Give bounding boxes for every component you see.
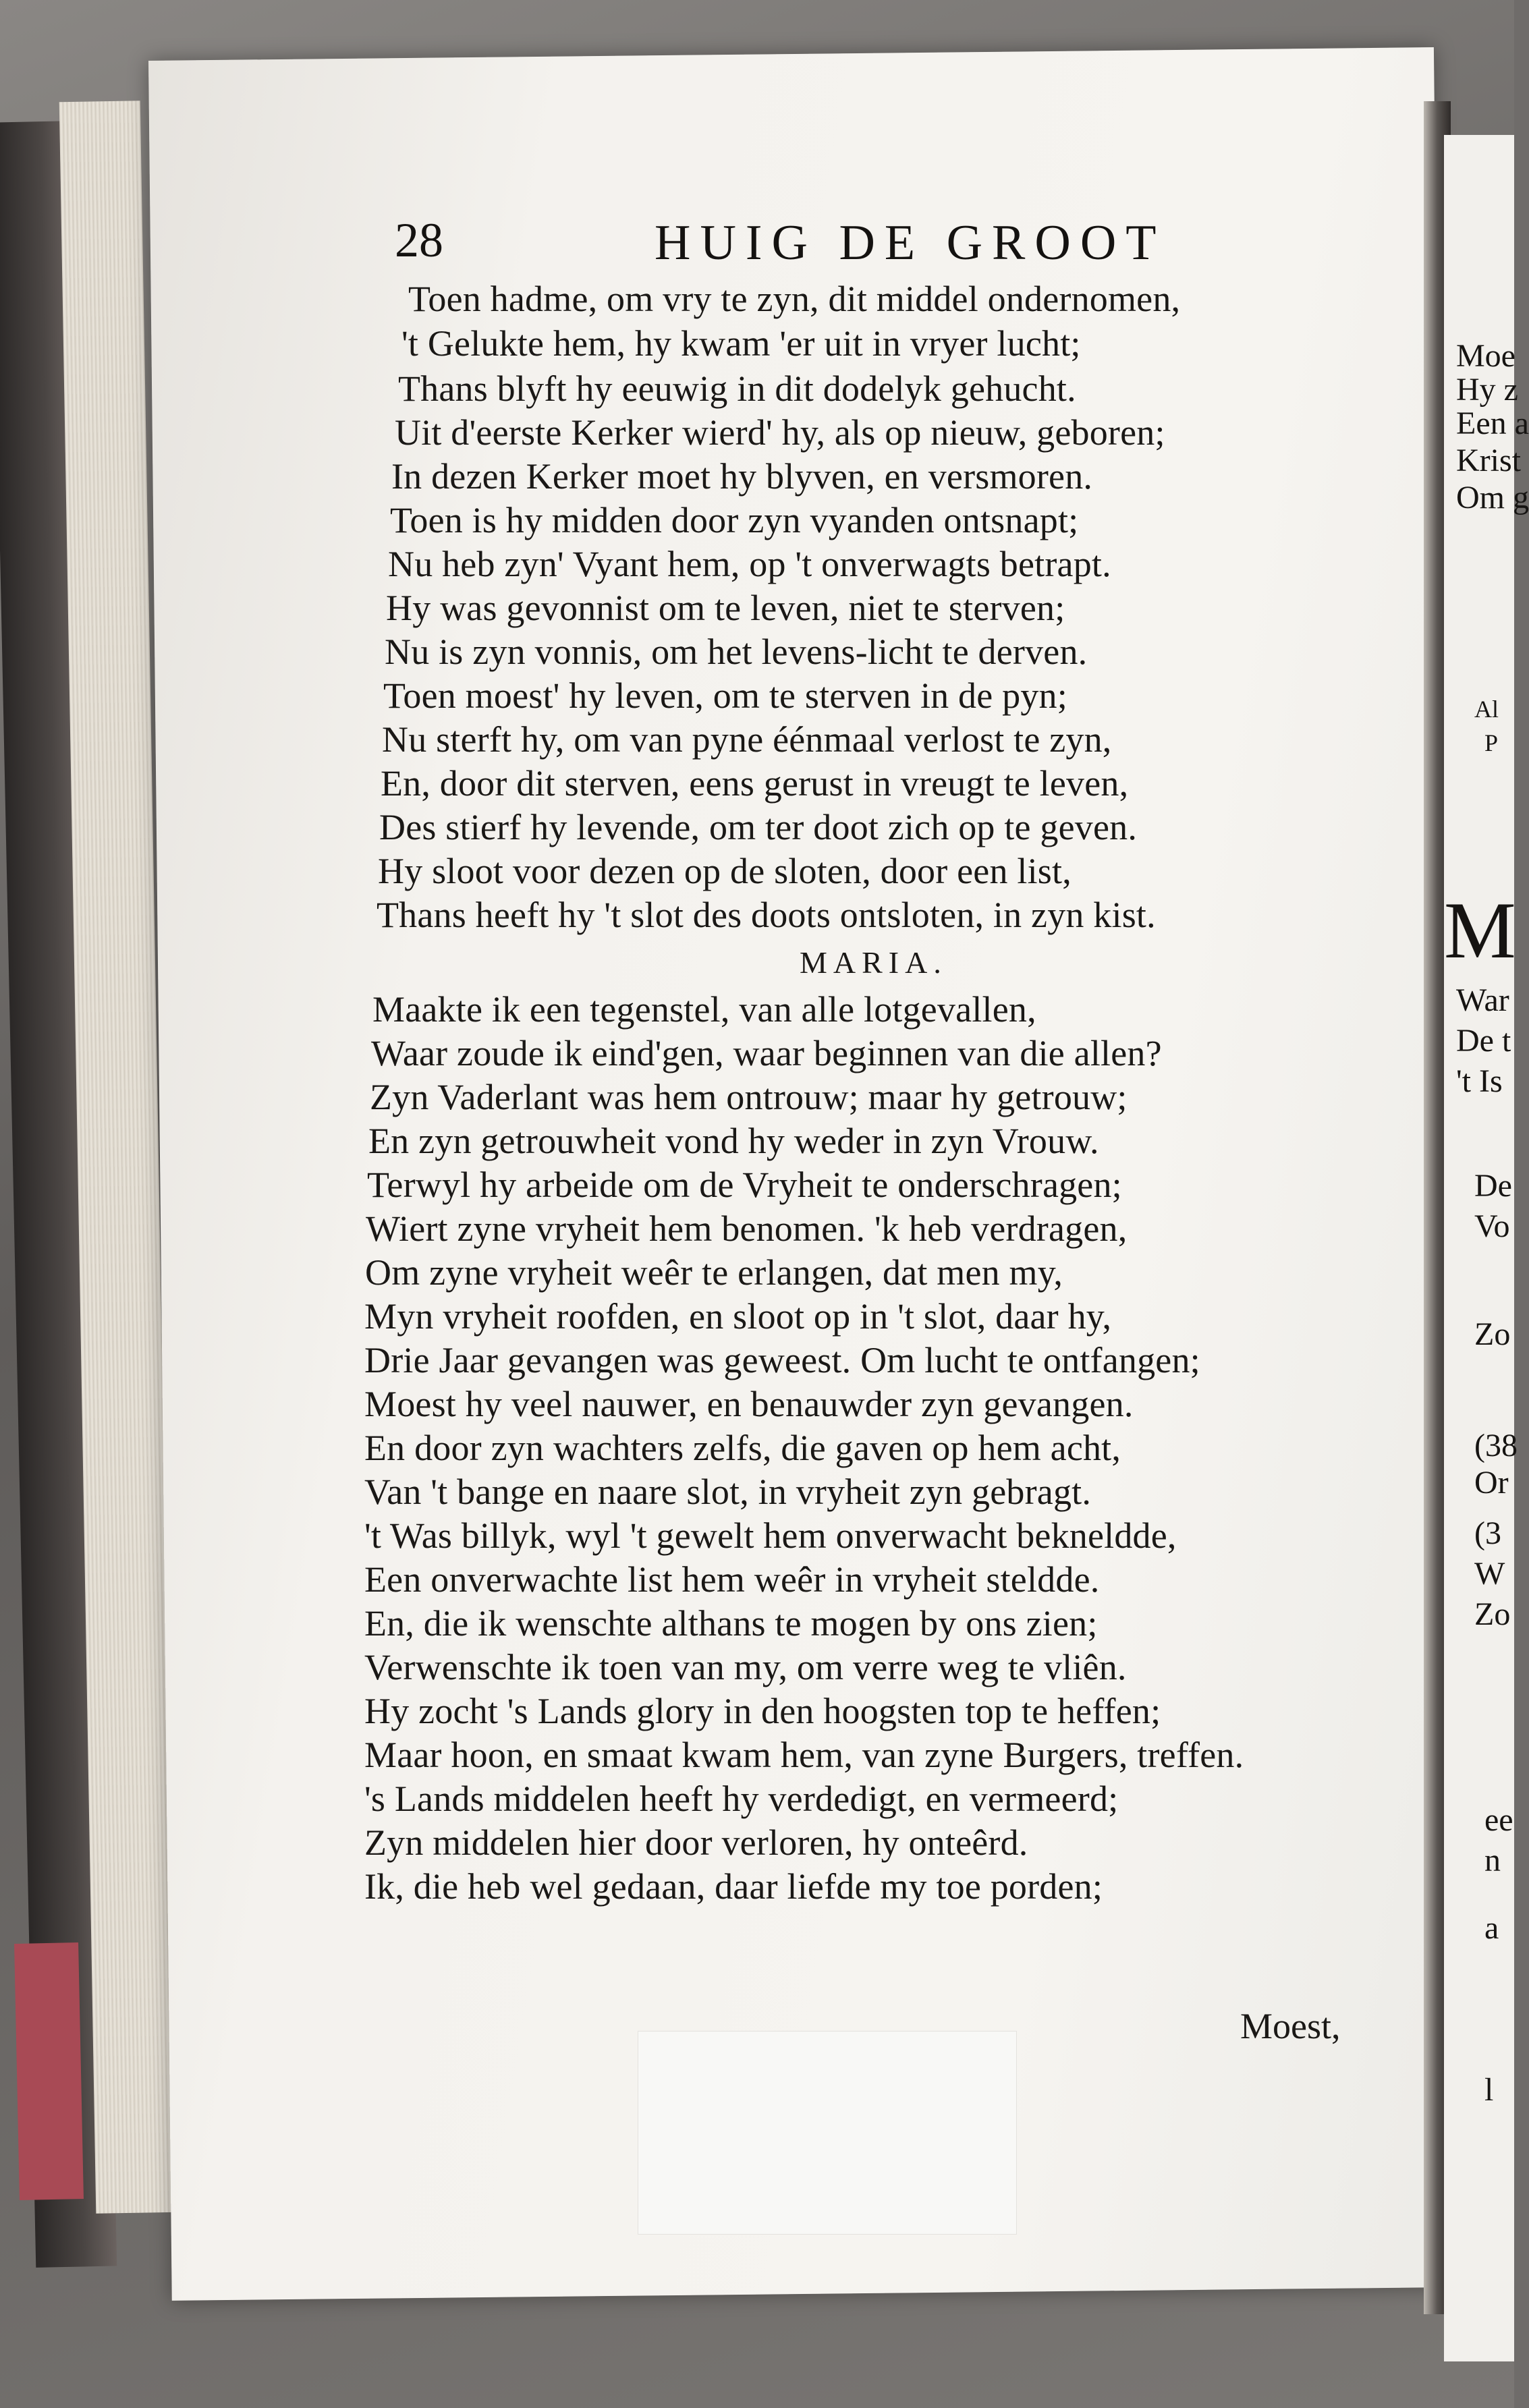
- verse-line: Myn vryheit roofden, en sloot op in 't slot, daar hy,: [364, 1296, 1112, 1337]
- facing-fragment: De: [1474, 1168, 1512, 1204]
- facing-fragment: P: [1484, 729, 1499, 756]
- verse-line: Wiert zyne vryheit hem benomen. 'k heb verdragen,: [366, 1208, 1128, 1249]
- verse-line: Des stierf hy levende, om ter doot zich op te geven.: [379, 807, 1138, 847]
- blank-label: [638, 2031, 1017, 2235]
- verse-line: Thans heeft hy 't slot des doots ontsloten, in zyn kist.: [377, 895, 1156, 935]
- facing-fragment: War: [1456, 982, 1509, 1018]
- verse-line: Verwenschte ik toen van my, om verre weg te vliên.: [364, 1647, 1127, 1687]
- verse-line: Een onverwachte list hem weêr in vryheit steldde.: [364, 1559, 1100, 1600]
- verse-line: En, die ik wenschte althans te mogen by ons zien;: [364, 1603, 1098, 1644]
- facing-fragment: Een a: [1456, 405, 1529, 441]
- verse-line: Hy was gevonnist om te leven, niet te sterven;: [386, 588, 1065, 628]
- facing-fragment: Om g: [1456, 480, 1529, 515]
- catchword: Moest,: [1240, 2006, 1341, 2046]
- verse-line: En zyn getrouwheit vond hy weder in zyn Vrouw.: [368, 1121, 1099, 1161]
- facing-fragment: Hy z: [1456, 372, 1518, 408]
- facing-fragment: Zo: [1474, 1596, 1511, 1632]
- facing-fragment: n: [1484, 1843, 1501, 1878]
- verse-line: Zyn middelen hier door verloren, hy onteêrd.: [364, 1822, 1028, 1863]
- facing-fragment: Or: [1474, 1465, 1509, 1501]
- verse-line: 't Gelukte hem, hy kwam 'er uit in vryer lucht;: [401, 323, 1081, 364]
- verse-line: Nu sterft hy, om van pyne éénmaal verlost te zyn,: [382, 719, 1112, 760]
- page-number: 28: [395, 213, 443, 267]
- verse-line: Moest hy veel nauwer, en benauwder zyn gevangen.: [364, 1384, 1134, 1424]
- verse-line: Drie Jaar gevangen was geweest. Om lucht te ontfangen;: [364, 1340, 1200, 1380]
- verse-line: Terwyl hy arbeide om de Vryheit te onderschragen;: [367, 1165, 1122, 1205]
- verse-line: Hy sloot voor dezen op de sloten, door een list,: [378, 851, 1072, 891]
- facing-fragment: Moe: [1456, 338, 1516, 374]
- facing-fragment: W: [1474, 1556, 1505, 1592]
- facing-fragment: Zo: [1474, 1316, 1511, 1352]
- verse-line: Uit d'eerste Kerker wierd' hy, als op nieuw, geboren;: [395, 412, 1165, 453]
- verse-line: Waar zoude ik eind'gen, waar beginnen van die allen?: [371, 1033, 1162, 1073]
- verse-line: En, door dit sterven, eens gerust in vreugt te leven,: [381, 763, 1129, 804]
- verse-line: Om zyne vryheit weêr te erlangen, dat men my,: [365, 1252, 1063, 1293]
- facing-fragment: ee: [1484, 1802, 1513, 1838]
- verse-line: Hy zocht 's Lands glory in den hoogsten top te heffen;: [364, 1691, 1161, 1731]
- verse-line: Maakte ik een tegenstel, van alle lotgevallen,: [372, 989, 1036, 1030]
- facing-fragment: De t: [1456, 1023, 1511, 1059]
- verse-line: Thans blyft hy eeuwig in dit dodelyk gehucht.: [398, 368, 1076, 409]
- verse-line: Toen hadme, om vry te zyn, dit middel ondernomen,: [408, 279, 1181, 319]
- verse-line: Van 't bange en naare slot, in vryheit zyn gebragt.: [364, 1472, 1092, 1512]
- verse-line: Toen is hy midden door zyn vyanden ontsnapt;: [390, 500, 1079, 540]
- verse-line: Toen moest' hy leven, om te sterven in de pyn;: [383, 675, 1067, 716]
- facing-fragment: a: [1484, 1910, 1499, 1946]
- verse-line: Zyn Vaderlant was hem ontrouw; maar hy getrouw;: [370, 1077, 1128, 1117]
- verse-line: Maar hoon, en smaat kwam hem, van zyne Burgers, treffen.: [364, 1735, 1244, 1775]
- verse-line: En door zyn wachters zelfs, die gaven op hem acht,: [364, 1428, 1121, 1468]
- verse-line: Nu heb zyn' Vyant hem, op 't onverwagts betrapt.: [388, 544, 1111, 584]
- running-head: HUIG DE GROOT: [655, 215, 1166, 271]
- verse-line: 't Was billyk, wyl 't gewelt hem onverwacht bekneldde,: [364, 1515, 1177, 1556]
- facing-fragment: (38: [1474, 1428, 1518, 1463]
- facing-fragment: (3: [1474, 1515, 1501, 1551]
- verse-line: 's Lands middelen heeft hy verdedigt, en vermeerd;: [364, 1779, 1119, 1819]
- facing-fragment: 't Is: [1456, 1063, 1503, 1099]
- verse-line: Ik, die heb wel gedaan, daar liefde my toe porden;: [364, 1866, 1103, 1907]
- facing-initial: M: [1444, 885, 1516, 975]
- speaker-heading: MARIA.: [800, 945, 947, 980]
- facing-fragment: Krist: [1456, 443, 1521, 478]
- verse-line: Nu is zyn vonnis, om het levens-licht te derven.: [385, 632, 1088, 672]
- facing-fragment: Al: [1474, 696, 1499, 723]
- facing-fragment: l: [1484, 2072, 1494, 2108]
- facing-fragment: Vo: [1474, 1208, 1510, 1244]
- verse-line: In dezen Kerker moet hy blyven, en versmoren.: [391, 456, 1093, 497]
